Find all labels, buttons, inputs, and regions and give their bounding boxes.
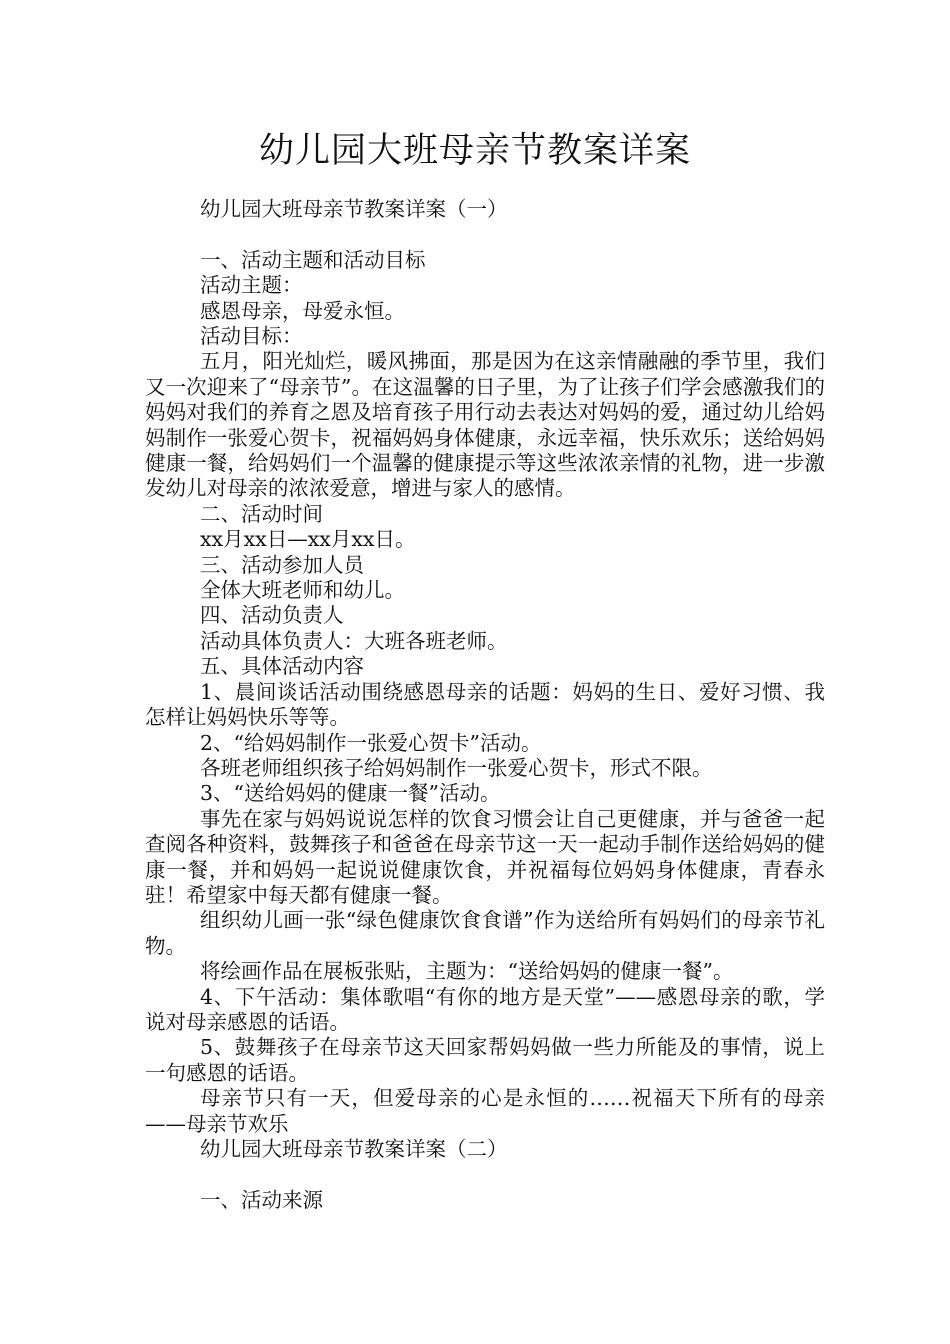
- paragraph: 各班老师组织孩子给妈妈制作一张爱心贺卡，形式不限。: [200, 755, 713, 780]
- paragraph: 一、活动来源: [200, 1187, 323, 1212]
- paragraph: 三、活动参加人员: [200, 552, 364, 577]
- paragraph: 活动具体负责人：大班各班老师。: [200, 628, 508, 653]
- section-heading: 幼儿园大班母亲节教案详案（二）: [200, 1137, 508, 1162]
- paragraph: 一、活动主题和活动目标: [200, 247, 426, 272]
- paragraph: 感恩母亲，母爱永恒。: [200, 298, 405, 323]
- paragraph: 活动主题：: [200, 273, 303, 298]
- paragraph: 全体大班老师和幼儿。: [200, 578, 405, 603]
- paragraph: 3、“送给妈妈的健康一餐”活动。: [200, 781, 501, 806]
- paragraph: 事先在家与妈妈说说怎样的饮食习惯会让自己更健康，并与爸爸一起查阅各种资料，鼓舞孩子和爸爸在母亲节这一天一起动手制作送给妈妈的健康一餐，并和妈妈一起说说健康饮食，并祝福每位妈妈身体健康，青春永驻！希望家中每天都有健康一餐。: [145, 806, 825, 907]
- paragraph: 母亲节只有一天，但爱母亲的心是永恒的……祝福天下所有的母亲——母亲节欢乐: [145, 1086, 825, 1136]
- paragraph: 五月，阳光灿烂，暖风拂面，那是因为在这亲情融融的季节里，我们又一次迎来了“母亲节”。在这温馨的日子里，为了让孩子们学会感激我们的妈妈对我们的养育之恩及培育孩子用行动去表达对妈妈的爱，通过幼儿给妈妈制作一张爱心贺卡，祝福妈妈身体健康，永远幸福，快乐欢乐；送给妈妈健康一餐，给妈妈们一个温馨的健康提示等这些浓浓亲情的礼物，进一步激发幼儿对母亲的浓浓爱意，增进与家人的感情。: [145, 349, 825, 501]
- paragraph: 1、晨间谈话活动围绕感恩母亲的话题：妈妈的生日、爱好习惯、我怎样让妈妈快乐等等。: [145, 679, 825, 730]
- paragraph: 四、活动负责人: [200, 603, 344, 628]
- paragraph: 将绘画作品在展板张贴，主题为：“送给妈妈的健康一餐”。: [200, 959, 734, 984]
- paragraph: 组织幼儿画一张“绿色健康饮食食谱”作为送给所有妈妈们的母亲节礼物。: [145, 908, 825, 958]
- document-body: [145, 197, 825, 1213]
- paragraph: 2、“给妈妈制作一张爱心贺卡”活动。: [200, 730, 542, 755]
- paragraph: 活动目标：: [200, 324, 303, 349]
- document-title: 幼儿园大班母亲节教案详案: [258, 131, 691, 171]
- paragraph: 4、下午活动：集体歌唱“有你的地方是天堂”——感恩母亲的歌，学说对母亲感恩的话语。: [145, 984, 825, 1034]
- paragraph: 五、具体活动内容: [200, 654, 364, 679]
- section-heading: 幼儿园大班母亲节教案详案（一）: [200, 197, 508, 221]
- paragraph: 二、活动时间: [200, 501, 323, 526]
- paragraph: xx月xx日—xx月xx日。: [200, 527, 416, 552]
- paragraph: 5、鼓舞孩子在母亲节这天回家帮妈妈做一些力所能及的事情，说上一句感恩的话语。: [145, 1035, 825, 1085]
